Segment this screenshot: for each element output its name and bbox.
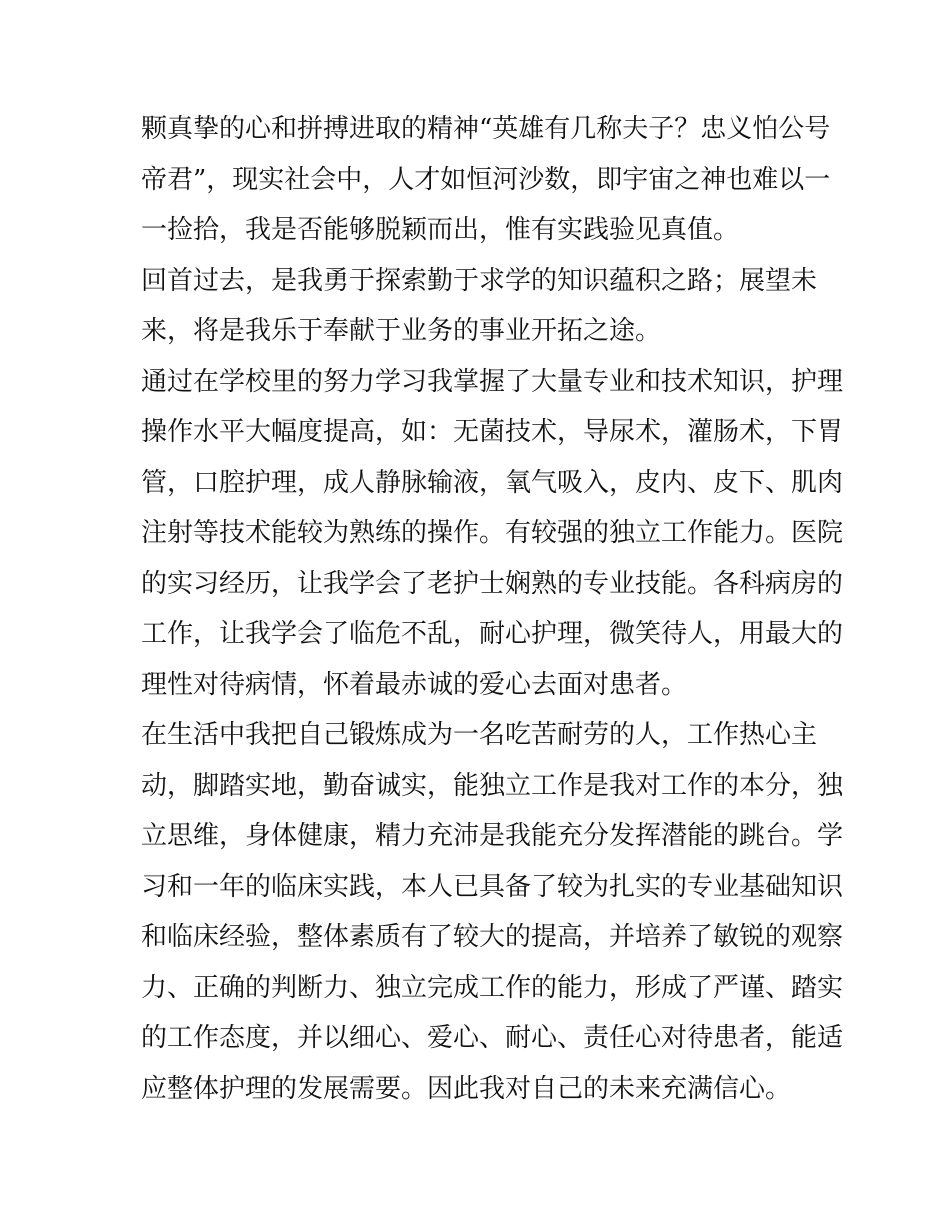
text-line: 注射等技术能较为熟练的操作。有较强的独立工作能力。医院 (141, 518, 844, 548)
document-body (141, 104, 844, 1114)
text-line: 在生活中我把自己锻炼成为一名吃苦耐劳的人，工作热心主 (141, 720, 818, 750)
text-line: 工作，让我学会了临危不乱，耐心护理，微笑待人，用最大的 (141, 619, 844, 649)
text-line: 来，将是我乐于奉献于业务的事业开拓之途。 (141, 316, 662, 346)
text-line: 动，脚踏实地，勤奋诚实，能独立工作是我对工作的本分，独 (141, 770, 844, 801)
text-line: 通过在学校里的努力学习我掌握了大量专业和技术知识，护理 (141, 366, 844, 397)
text-line: 的工作态度，并以细心、爱心、耐心、责任心对待患者，能适 (141, 1023, 844, 1053)
text-line: 管，口腔护理，成人静脉输液，氧气吸入，皮内、皮下、肌肉 (141, 467, 844, 498)
text-line: 颗真挚的心和拼搏进取的精神“英雄有几称夫子？忠义怕公号 (141, 114, 831, 144)
text-line: 应整体护理的发展需要。因此我对自己的未来充满信心。 (141, 1073, 792, 1104)
text-line: 回首过去，是我勇于探索勤于求学的知识蕴积之路；展望未 (141, 265, 818, 296)
text-line: 一捡拾，我是否能够脱颖而出，惟有实践验见真值。 (141, 215, 740, 245)
text-line: 理性对待病情，怀着最赤诚的爱心去面对患者。 (141, 669, 688, 700)
text-line: 的实习经历，让我学会了老护士娴熟的专业技能。各科病房的 (141, 568, 844, 599)
text-line: 帝君”，现实社会中，人才如恒河沙数，即宇宙之神也难以一 (141, 164, 831, 195)
text-line: 和临床经验，整体素质有了较大的提高，并培养了敏锐的观察 (141, 922, 844, 952)
text-line: 操作水平大幅度提高，如：无菌技术，导尿术，灌肠术，下胃 (141, 417, 844, 447)
text-line: 习和一年的临床实践，本人已具备了较为扎实的专业基础知识 (141, 871, 844, 902)
text-line: 力、正确的判断力、独立完成工作的能力，形成了严谨、踏实 (141, 972, 844, 1003)
text-line: 立思维，身体健康，精力充沛是我能充分发挥潜能的跳台。学 (141, 821, 844, 851)
